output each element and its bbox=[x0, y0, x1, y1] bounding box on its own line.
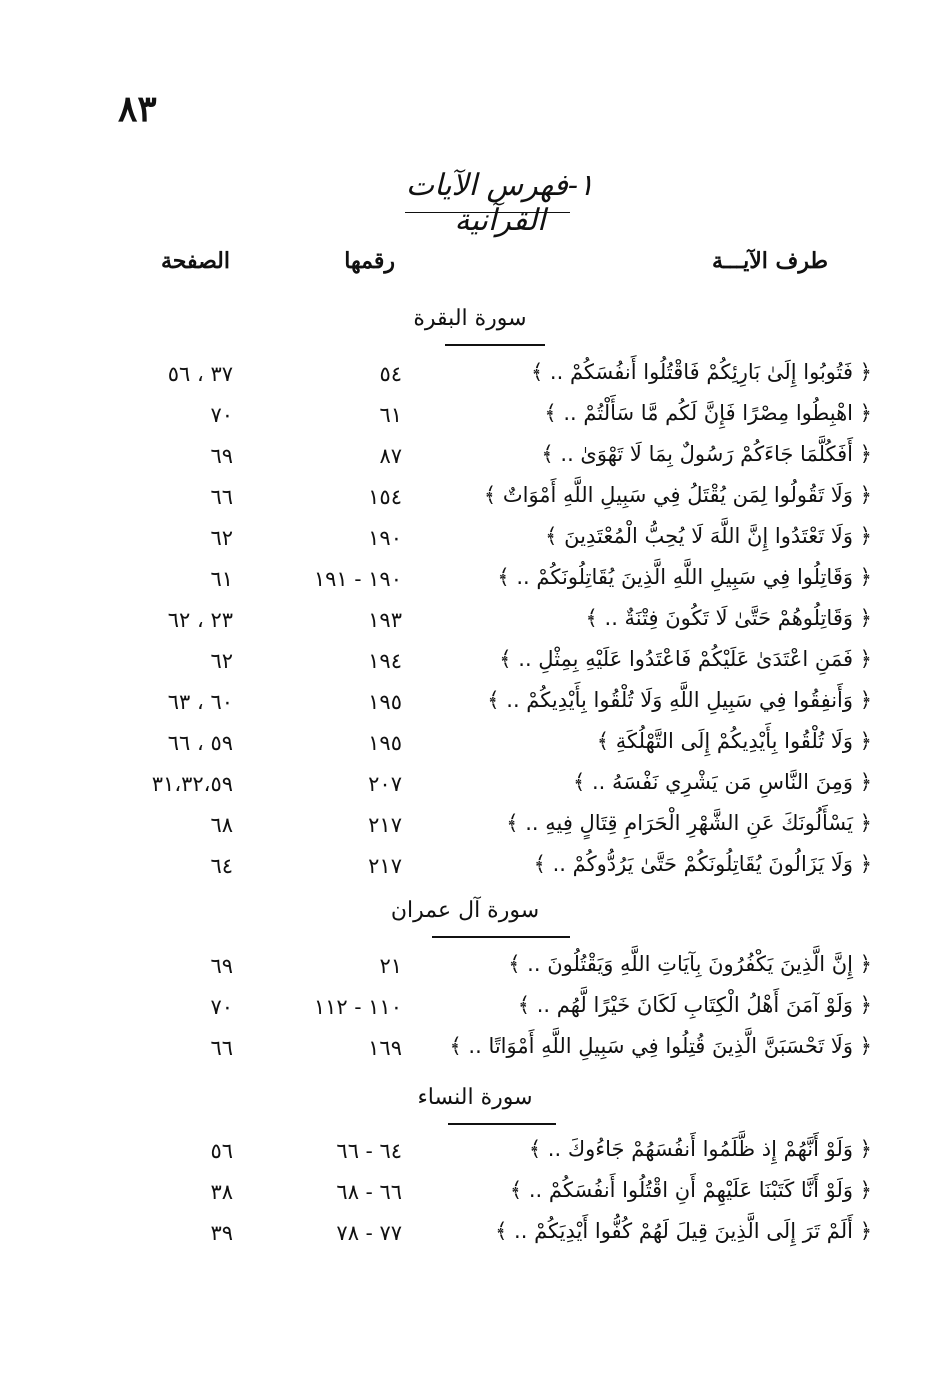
verse-number: ٦٤ - ٦٦ bbox=[336, 1139, 402, 1163]
verse-excerpt: ﴿ يَسْأَلُونَكَ عَنِ الشَّهْرِ الْحَرَامِ قِتَالٍ فِيهِ .. ﴾ bbox=[506, 811, 872, 835]
page-reference: ٦٦ bbox=[210, 485, 233, 509]
verse-excerpt: ﴿ إِنَّ الَّذِينَ يَكْفُرُونَ بِآيَاتِ اللَّهِ وَيَقْتُلُونَ .. ﴾ bbox=[508, 952, 872, 976]
column-header-number: رقمها bbox=[344, 248, 395, 274]
surah-title: سورة البقرة bbox=[413, 306, 527, 331]
verse-number: ١٥٤ bbox=[368, 485, 402, 509]
surah-title: سورة النساء bbox=[417, 1085, 533, 1110]
verse-number: ١٩٥ bbox=[368, 731, 402, 755]
verse-excerpt: ﴿ وَلَا تَعْتَدُوا إِنَّ اللَّهَ لَا يُحِبُّ الْمُعْتَدِينَ ﴾ bbox=[545, 524, 872, 548]
index-row bbox=[0, 401, 938, 441]
surah-title-underline bbox=[445, 344, 545, 346]
verse-number: ٨٧ bbox=[379, 444, 402, 468]
verse-number: ٢١٧ bbox=[368, 813, 402, 837]
verse-number: ١٩٣ bbox=[368, 608, 402, 632]
page-reference: ٦١ bbox=[210, 567, 233, 591]
index-row bbox=[0, 442, 938, 482]
verse-excerpt: ﴿ فَمَنِ اعْتَدَىٰ عَلَيْكُمْ فَاعْتَدُوا عَلَيْهِ بِمِثْلِ .. ﴾ bbox=[499, 647, 872, 671]
verse-number: ٥٤ bbox=[379, 362, 402, 386]
verse-number: ٧٧ - ٧٨ bbox=[336, 1221, 402, 1245]
index-row bbox=[0, 1219, 938, 1259]
page-reference: ٦٩ bbox=[210, 444, 233, 468]
verse-number: ٢٠٧ bbox=[368, 772, 402, 796]
verse-excerpt: ﴿ وَلَا تَحْسَبَنَّ الَّذِينَ قُتِلُوا فِي سَبِيلِ اللَّهِ أَمْوَاتًا .. ﴾ bbox=[449, 1034, 872, 1058]
index-row bbox=[0, 483, 938, 523]
verse-number: ٢١ bbox=[379, 954, 402, 978]
verse-number: ١٩٥ bbox=[368, 690, 402, 714]
index-row bbox=[0, 524, 938, 564]
index-row bbox=[0, 360, 938, 400]
index-row bbox=[0, 770, 938, 810]
verse-number: ٢١٧ bbox=[368, 854, 402, 878]
page-reference: ٧٠ bbox=[210, 995, 233, 1019]
index-row bbox=[0, 993, 938, 1033]
verse-number: ١١٠ - ١١٢ bbox=[313, 995, 402, 1019]
page-reference: ٦٢ bbox=[210, 526, 233, 550]
page-reference: ٦٦ bbox=[210, 1036, 233, 1060]
surah-title-underline bbox=[432, 936, 570, 938]
verse-excerpt: ﴿ أَفَكُلَّمَا جَاءَكُمْ رَسُولٌ بِمَا لَا تَهْوَىٰ .. ﴾ bbox=[541, 442, 872, 466]
page-reference: ٦٢ bbox=[210, 649, 233, 673]
verse-excerpt: ﴿ وَلَا تَقُولُوا لِمَن يُقْتَلُ فِي سَبِيلِ اللَّهِ أَمْوَاتٌ ﴾ bbox=[483, 483, 872, 507]
verse-excerpt: ﴿ وَلَا يَزَالُونَ يُقَاتِلُونَكُمْ حَتَّىٰ يَرُدُّوكُمْ .. ﴾ bbox=[533, 852, 872, 876]
surah-title-underline bbox=[448, 1123, 556, 1125]
verse-number: ١٦٩ bbox=[368, 1036, 402, 1060]
page-reference: ٦٤ bbox=[210, 854, 233, 878]
verse-number: ١٩٠ - ١٩١ bbox=[313, 567, 402, 591]
page-reference: ٣١،٣٢،٥٩ bbox=[151, 772, 233, 796]
verse-number: ١٩٠ bbox=[368, 526, 402, 550]
verse-excerpt: ﴿ وَقَاتِلُوهُمْ حَتَّىٰ لَا تَكُونَ فِتْنَةٌ .. ﴾ bbox=[585, 606, 872, 630]
verse-excerpt: ﴿ وَمِنَ النَّاسِ مَن يَشْرِي نَفْسَهُ .. ﴾ bbox=[573, 770, 872, 794]
index-row bbox=[0, 952, 938, 992]
page-reference: ٢٣ ، ٦٢ bbox=[167, 608, 233, 632]
index-title: ١-فهرس الآيات القرآنية bbox=[405, 168, 595, 238]
verse-excerpt: ﴿ اهْبِطُوا مِصْرًا فَإِنَّ لَكُم مَّا سَأَلْتُمْ .. ﴾ bbox=[544, 401, 872, 425]
page-reference: ٦٨ bbox=[210, 813, 233, 837]
index-row bbox=[0, 729, 938, 769]
column-header-verse: طرف الآيـــة bbox=[711, 248, 828, 274]
column-header-page: الصفحة bbox=[160, 248, 230, 274]
verse-excerpt: ﴿ وَلَوْ أَنَّهُمْ إِذ ظَّلَمُوا أَنفُسَهُمْ جَاءُوكَ .. ﴾ bbox=[528, 1137, 872, 1161]
index-row bbox=[0, 852, 938, 892]
index-row bbox=[0, 565, 938, 605]
verse-excerpt: ﴿ وَقَاتِلُوا فِي سَبِيلِ اللَّهِ الَّذِينَ يُقَاتِلُونَكُمْ .. ﴾ bbox=[497, 565, 872, 589]
index-row bbox=[0, 1137, 938, 1177]
verse-number: ٦٦ - ٦٨ bbox=[336, 1180, 402, 1204]
index-row bbox=[0, 811, 938, 851]
verse-excerpt: ﴿ وَلَوْ آمَنَ أَهْلُ الْكِتَابِ لَكَانَ خَيْرًا لَّهُم .. ﴾ bbox=[517, 993, 872, 1017]
verse-number: ٦١ bbox=[379, 403, 402, 427]
verse-number: ١٩٤ bbox=[368, 649, 402, 673]
page-reference: ٥٦ bbox=[210, 1139, 233, 1163]
verse-excerpt: ﴿ أَلَمْ تَرَ إِلَى الَّذِينَ قِيلَ لَهُمْ كُفُّوا أَيْدِيَكُمْ .. ﴾ bbox=[495, 1219, 872, 1243]
page-number: ٨٣ bbox=[118, 88, 157, 130]
page-reference: ٦٠ ، ٦٣ bbox=[167, 690, 233, 714]
index-row bbox=[0, 1034, 938, 1074]
page-reference: ٦٩ bbox=[210, 954, 233, 978]
verse-excerpt: ﴿ وَلَوْ أَنَّا كَتَبْنَا عَلَيْهِمْ أَنِ اقْتُلُوا أَنفُسَكُمْ .. ﴾ bbox=[509, 1178, 872, 1202]
page-reference: ٣٨ bbox=[210, 1180, 233, 1204]
page-reference: ٥٩ ، ٦٦ bbox=[167, 731, 233, 755]
verse-excerpt: ﴿ فَتُوبُوا إِلَىٰ بَارِئِكُمْ فَاقْتُلُوا أَنفُسَكُمْ .. ﴾ bbox=[530, 360, 872, 384]
page-reference: ٣٧ ، ٥٦ bbox=[167, 362, 233, 386]
title-underline bbox=[405, 212, 570, 213]
index-row bbox=[0, 606, 938, 646]
verse-excerpt: ﴿ وَأَنفِقُوا فِي سَبِيلِ اللَّهِ وَلَا تُلْقُوا بِأَيْدِيكُمْ .. ﴾ bbox=[487, 688, 872, 712]
surah-title: سورة آل عمران bbox=[390, 898, 540, 923]
page-reference: ٧٠ bbox=[210, 403, 233, 427]
index-row bbox=[0, 1178, 938, 1218]
verse-excerpt: ﴿ وَلَا تُلْقُوا بِأَيْدِيكُمْ إِلَى التَّهْلُكَةِ ﴾ bbox=[596, 729, 872, 753]
index-row bbox=[0, 688, 938, 728]
page-reference: ٣٩ bbox=[210, 1221, 233, 1245]
index-row bbox=[0, 647, 938, 687]
